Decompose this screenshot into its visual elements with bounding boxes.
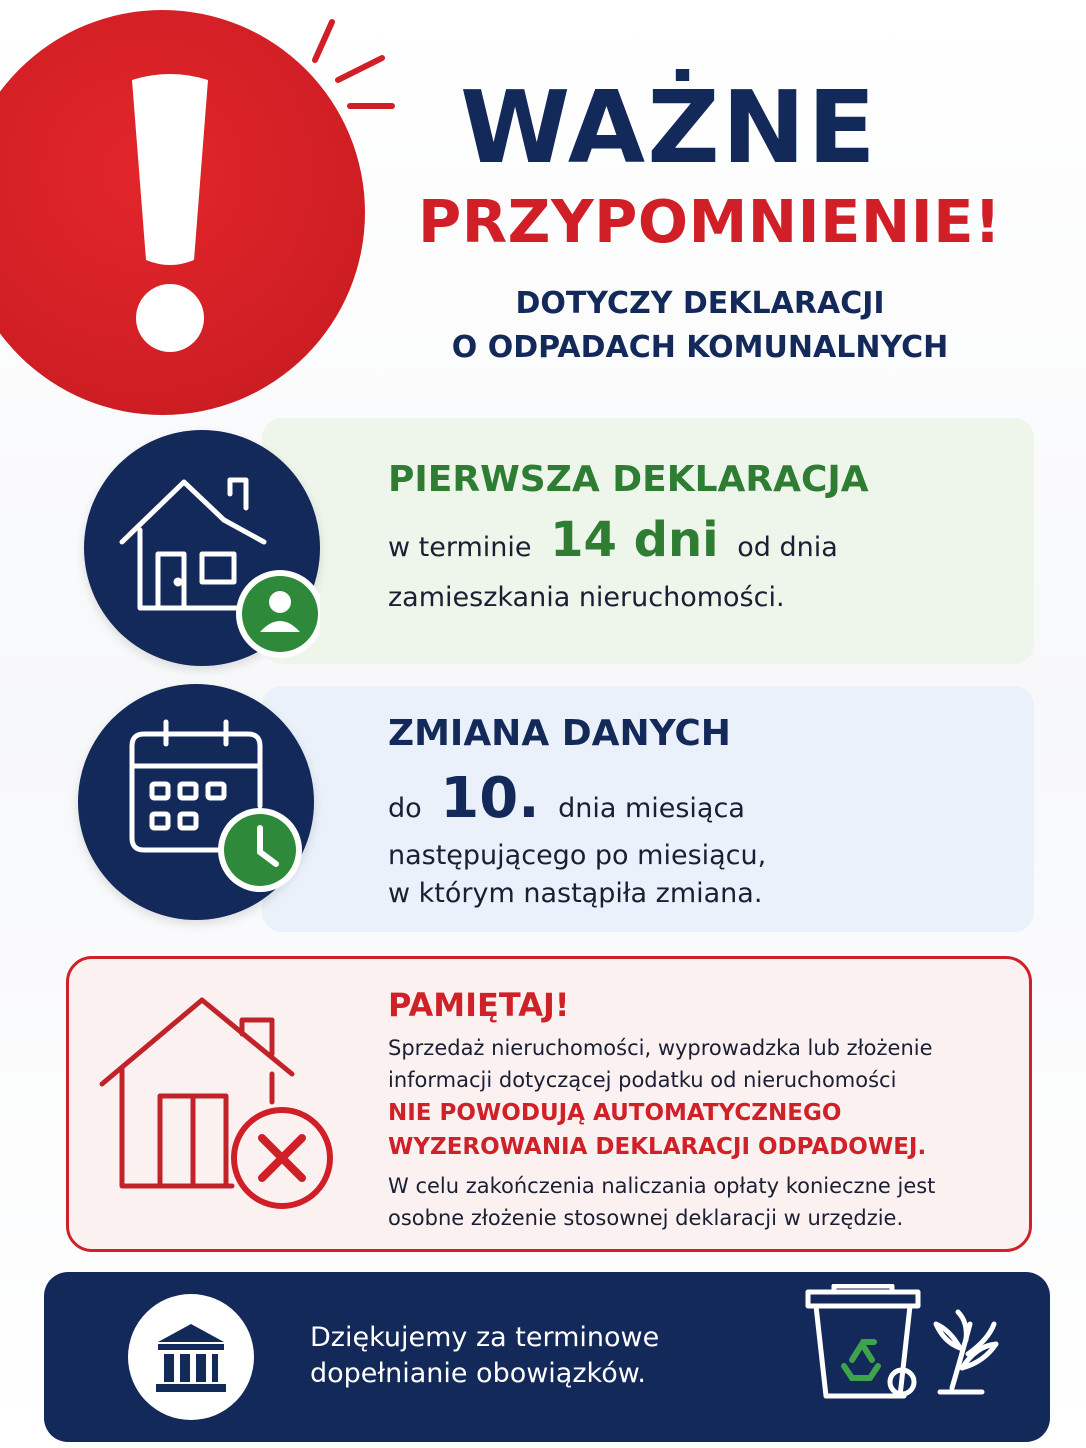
reminder-line-4: osobne złożenie stosownej deklaracji w urzędzie. <box>388 1206 904 1230</box>
data-change-heading: ZMIANA DANYCH <box>388 713 731 754</box>
data-change-text-line-1 <box>388 764 745 844</box>
government-building-icon-badge <box>128 1294 254 1420</box>
data-change-text-before: do <box>388 793 422 824</box>
page-subtitle <box>400 282 1000 370</box>
reminder-line-1: Sprzedaż nieruchomości, wyprowadzka lub złożenie <box>388 1036 933 1060</box>
first-declaration-text-before: w terminie <box>388 532 532 563</box>
footer-line-2: dopełnianie obowiązków. <box>310 1358 646 1389</box>
house-cancel-icon <box>96 990 346 1230</box>
data-change-text-after: dnia miesiąca <box>558 793 745 824</box>
alert-rays-icon <box>300 10 400 120</box>
page-title: WAŻNE <box>460 69 878 186</box>
house-user-icon <box>84 430 320 666</box>
subtitle-line-2: O ODPADACH KOMUNALNYCH <box>451 330 949 365</box>
reminder-line-2: informacji dotyczącej podatku od nieruchomości <box>388 1068 897 1092</box>
first-declaration-text-line-2: zamieszkania nieruchomości. <box>388 582 785 613</box>
reminder-warning-line-1: NIE POWODUJĄ AUTOMATYCZNEGO <box>388 1100 842 1126</box>
first-declaration-deadline: 14 dni <box>550 512 719 568</box>
page-title-highlight: PRZYPOMNIENIE! <box>418 187 1002 256</box>
footer-line-1: Dziękujemy za terminowe <box>310 1322 660 1353</box>
reminder-line-3: W celu zakończenia naliczania opłaty konieczne jest <box>388 1174 936 1198</box>
data-change-text-line-2: następującego po miesiącu, <box>388 840 767 871</box>
data-change-deadline: 10. <box>440 766 540 831</box>
data-change-text-line-3: w którym nastąpiła zmiana. <box>388 878 763 909</box>
reminder-warning-line-2: WYZEROWANIA DEKLARACJI ODPADOWEJ. <box>388 1134 927 1160</box>
recycling-bin-icon <box>800 1284 1020 1440</box>
calendar-clock-icon-badge <box>78 684 314 920</box>
first-declaration-text-after: od dnia <box>737 532 838 563</box>
first-declaration-text-line-1 <box>388 510 838 578</box>
footer-message <box>310 1320 770 1392</box>
first-declaration-heading: PIERWSZA DEKLARACJA <box>388 459 869 500</box>
calendar-clock-icon <box>78 684 314 920</box>
house-user-icon-badge <box>84 430 320 666</box>
exclamation-icon <box>110 70 230 360</box>
reminder-heading: PAMIĘTAJ! <box>388 986 570 1024</box>
government-building-icon <box>128 1294 254 1420</box>
subtitle-line-1: DOTYCZY DEKLARACJI <box>515 286 885 321</box>
